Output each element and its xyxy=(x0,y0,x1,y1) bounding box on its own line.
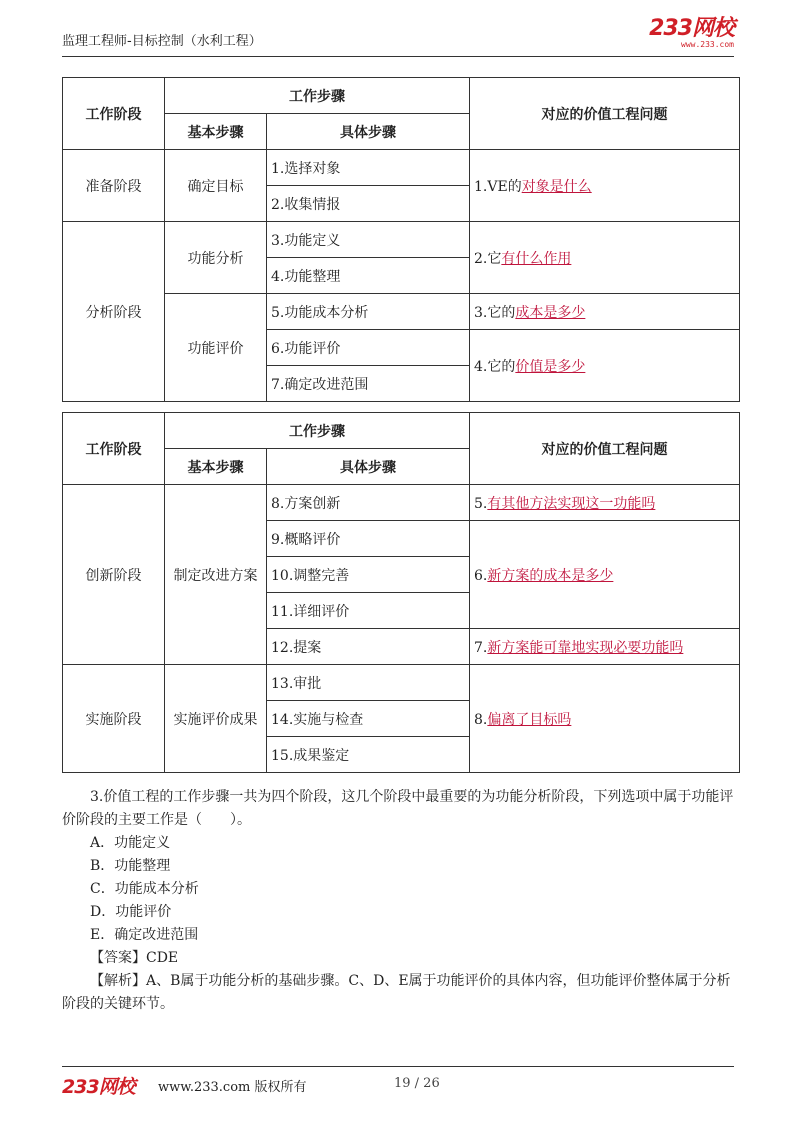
ve-question-3 xyxy=(470,294,740,330)
footer-divider xyxy=(62,1066,734,1067)
header-question: 对应的价值工程问题 xyxy=(470,413,740,485)
option-e: E．确定改进范围 xyxy=(90,927,199,943)
answer-line xyxy=(62,947,739,970)
header-question: 对应的价值工程问题 xyxy=(470,78,740,150)
q7-highlight: 新方案能可靠地实现必要功能吗 xyxy=(487,639,684,656)
footer-logo: 233网校 xyxy=(62,1076,135,1098)
detail-step-13: 13.审批 xyxy=(267,665,470,701)
header-divider xyxy=(62,56,734,57)
detail-step-12: 12.提案 xyxy=(267,629,470,665)
detail-step-15: 15.成果鉴定 xyxy=(267,737,470,773)
q4-highlight: 价值是多少 xyxy=(515,358,586,375)
detail-step-8: 8.方案创新 xyxy=(267,485,470,521)
brand-logo-text: 233网校 xyxy=(649,16,734,41)
header-stage: 工作阶段 xyxy=(63,413,165,485)
ve-question-1 xyxy=(470,150,740,222)
q1-prefix: 1.VE的 xyxy=(474,178,522,195)
header-work-steps: 工作步骤 xyxy=(165,78,470,114)
q3-highlight: 成本是多少 xyxy=(515,304,586,321)
stage-implementation: 实施阶段 xyxy=(63,665,165,773)
q8-highlight: 偏离了目标吗 xyxy=(487,711,572,728)
ve-question-5 xyxy=(470,485,740,521)
q5-prefix: 5. xyxy=(474,495,488,512)
basic-step-impl: 实施评价成果 xyxy=(165,665,267,773)
question-block xyxy=(62,786,739,1016)
brand-logo-url: www.233.com xyxy=(681,40,734,49)
page-number: 19 / 26 xyxy=(394,1076,440,1091)
basic-step-goal: 确定目标 xyxy=(165,150,267,222)
option-d: D．功能评价 xyxy=(90,904,172,920)
q8-prefix: 8. xyxy=(474,711,488,728)
header-detail-steps: 具体步骤 xyxy=(267,114,470,150)
header-stage: 工作阶段 xyxy=(63,78,165,150)
footer-site: www.233.com 版权所有 xyxy=(158,1080,307,1095)
q3-prefix: 3.它的 xyxy=(474,304,516,321)
detail-step-14: 14.实施与检查 xyxy=(267,701,470,737)
stage-innovation: 创新阶段 xyxy=(63,485,165,665)
q6-highlight: 新方案的成本是多少 xyxy=(487,567,614,584)
answer-value: CDE xyxy=(146,950,179,966)
q1-highlight: 对象是什么 xyxy=(521,178,592,195)
q4-prefix: 4.它的 xyxy=(474,358,516,375)
ve-question-7 xyxy=(470,629,740,665)
analysis-text: A、B属于功能分析的基础步骤。C、D、E属于功能评价的具体内容，但功能评价整体属于分析阶段的关键环节。 xyxy=(62,973,731,1012)
analysis-line xyxy=(62,970,739,1016)
detail-step-1: 1.选择对象 xyxy=(267,150,470,186)
work-steps-table-2 xyxy=(62,412,740,773)
answer-label: 【答案】 xyxy=(90,950,146,966)
detail-step-3: 3.功能定义 xyxy=(267,222,470,258)
detail-step-5: 5.功能成本分析 xyxy=(267,294,470,330)
q2-highlight: 有什么作用 xyxy=(501,250,572,267)
header-work-steps: 工作步骤 xyxy=(165,413,470,449)
ve-question-2 xyxy=(470,222,740,294)
detail-step-10: 10.调整完善 xyxy=(267,557,470,593)
detail-step-2: 2.收集情报 xyxy=(267,186,470,222)
detail-step-4: 4.功能整理 xyxy=(267,258,470,294)
ve-question-8 xyxy=(470,665,740,773)
analysis-label: 【解析】 xyxy=(90,973,146,989)
ve-question-6 xyxy=(470,521,740,629)
header-basic-steps: 基本步骤 xyxy=(165,449,267,485)
option-c: C．功能成本分析 xyxy=(90,881,199,897)
q7-prefix: 7. xyxy=(474,639,488,656)
header-basic-steps: 基本步骤 xyxy=(165,114,267,150)
page-header-title: 监理工程师-目标控制（水利工程） xyxy=(62,34,262,49)
header-detail-steps: 具体步骤 xyxy=(267,449,470,485)
brand-logo xyxy=(649,18,734,50)
detail-step-9: 9.概略评价 xyxy=(267,521,470,557)
q2-prefix: 2.它 xyxy=(474,250,502,267)
basic-step-func-eval: 功能评价 xyxy=(165,294,267,402)
stage-prep: 准备阶段 xyxy=(63,150,165,222)
detail-step-7: 7.确定改进范围 xyxy=(267,366,470,402)
basic-step-plan: 制定改进方案 xyxy=(165,485,267,665)
stage-analysis: 分析阶段 xyxy=(63,222,165,402)
option-b: B．功能整理 xyxy=(90,858,171,874)
option-a: A．功能定义 xyxy=(90,835,171,851)
q6-prefix: 6. xyxy=(474,567,488,584)
question-stem: 3.价值工程的工作步骤一共为四个阶段，这几个阶段中最重要的为功能分析阶段，下列选项中属于功能评价阶段的主要工作是（ ）。 xyxy=(62,789,734,828)
detail-step-11: 11.详细评价 xyxy=(267,593,470,629)
detail-step-6: 6.功能评价 xyxy=(267,330,470,366)
basic-step-func-analysis: 功能分析 xyxy=(165,222,267,294)
ve-question-4 xyxy=(470,330,740,402)
q5-highlight: 有其他方法实现这一功能吗 xyxy=(487,495,656,512)
work-steps-table-1 xyxy=(62,77,740,402)
